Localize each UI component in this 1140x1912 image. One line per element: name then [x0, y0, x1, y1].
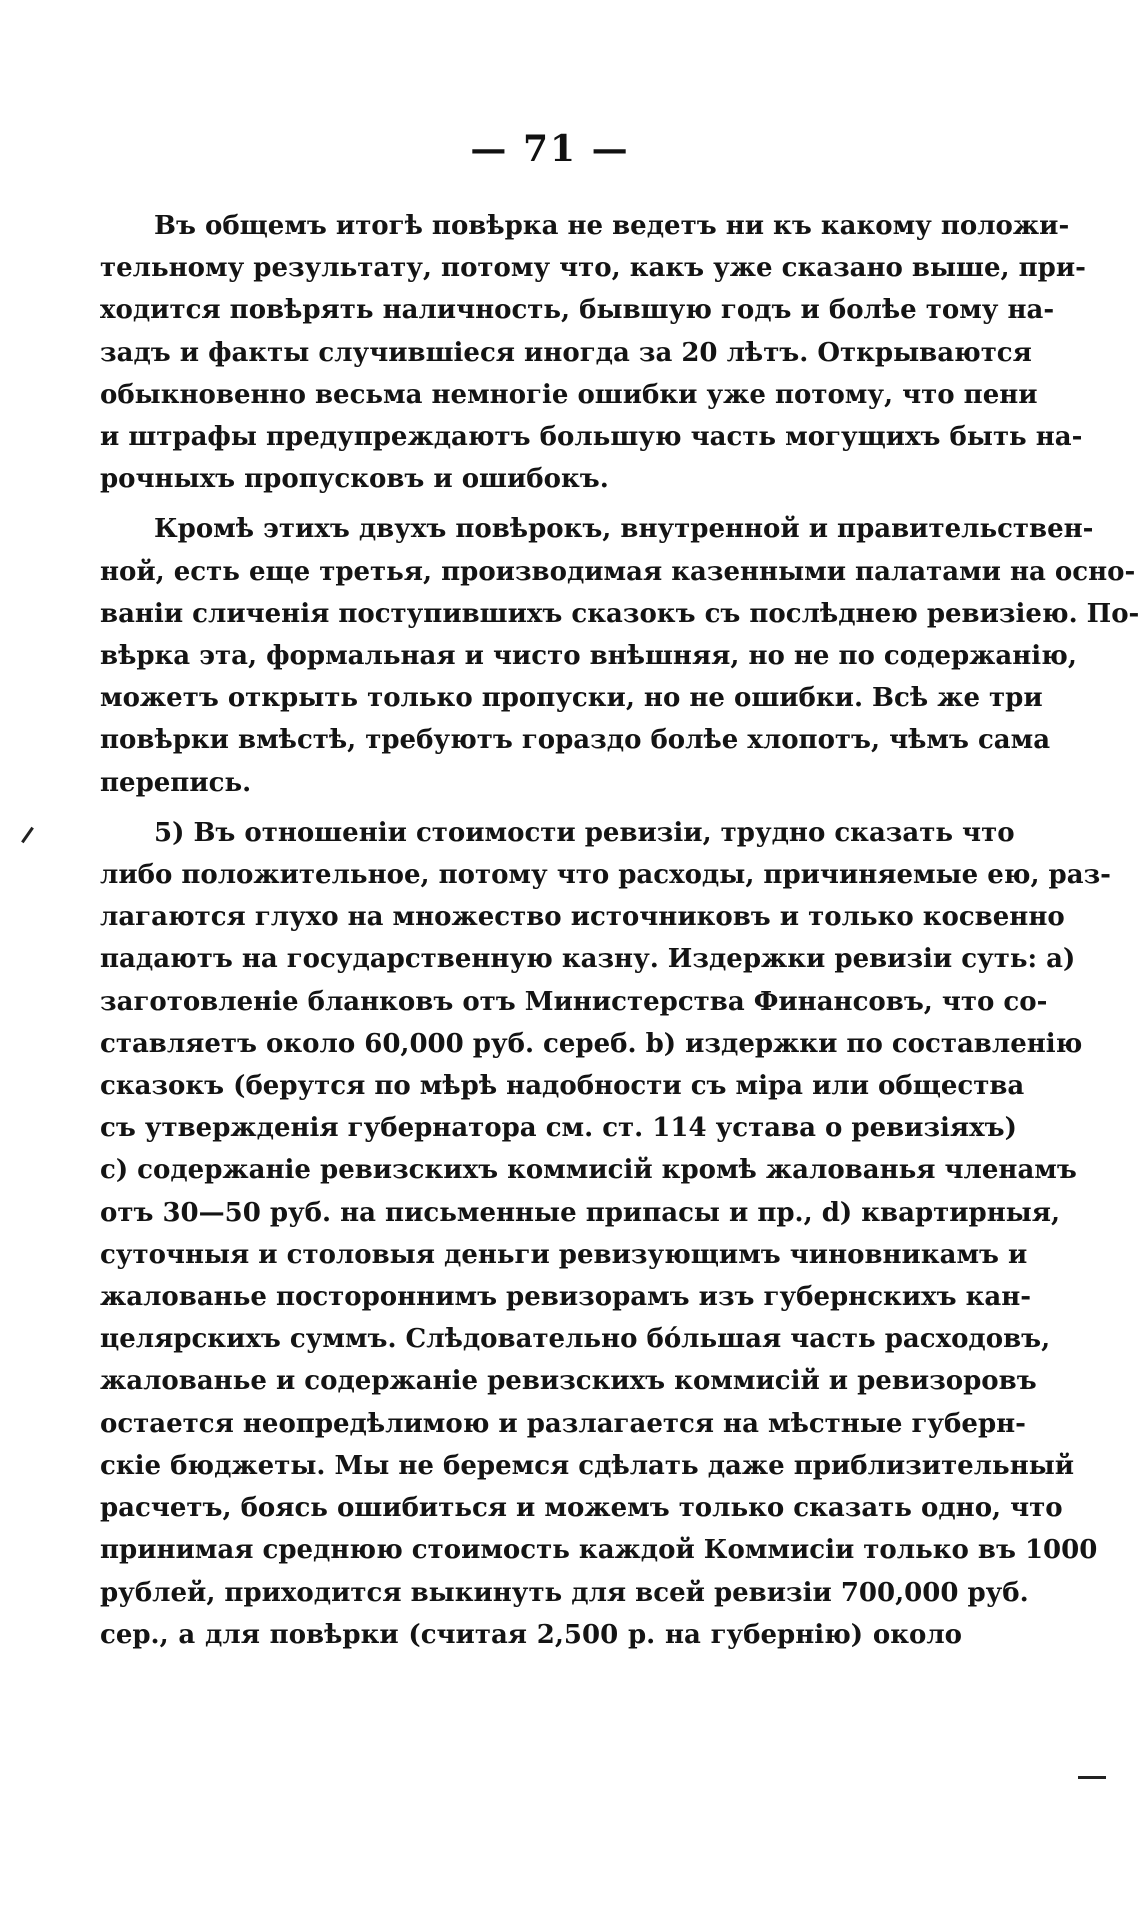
text-line: жалованье и содержаніе ревизскихъ коммисій и ревизоровъ	[100, 1366, 1037, 1397]
text-line: ходится повѣрять наличность, бывшую годъ и болѣе тому на-	[100, 295, 1055, 326]
text-line: рочныхъ пропусковъ и ошибокъ.	[100, 464, 609, 495]
text-line: Въ общемъ итогѣ повѣрка не ведетъ ни къ какому положи-	[154, 211, 1070, 241]
text-line: повѣрки вмѣстѣ, требуютъ гораздо болѣе хлопотъ, чѣмъ сама	[100, 725, 1051, 756]
text-line: задъ и факты случившіеся иногда за 20 лѣтъ. Открываются	[100, 337, 1032, 368]
paragraph	[100, 508, 1140, 803]
text-line: либо положительное, потому что расходы, причиняемые ею, раз-	[100, 860, 1111, 891]
text-line: жалованье постороннимъ ревизорамъ изъ губернскихъ кан-	[100, 1282, 1032, 1313]
text-line: принимая среднюю стоимость каждой Коммисіи только въ 1000	[100, 1535, 1098, 1566]
text-line: 5) Въ отношеніи стоимости ревизіи, трудно сказать что	[154, 817, 1015, 848]
text-line: лагаются глухо на множество источниковъ и только косвенно	[100, 902, 1065, 933]
text-line: c) содержаніе ревизскихъ коммисій кромѣ жалованья членамъ	[100, 1155, 1077, 1186]
text-line: и штрафы предупреждаютъ большую часть могущихъ быть на-	[100, 422, 1083, 453]
text-line: тельному результату, потому что, какъ уже сказано выше, при-	[100, 253, 1086, 284]
text-line: вѣрка эта, формальная и чисто внѣшняя, но не по содержанію,	[100, 641, 1077, 672]
text-line: рублей, приходится выкинуть для всей ревизіи 700,000 руб.	[100, 1577, 1029, 1608]
bottom-mark	[1078, 1776, 1106, 1779]
text-line: заготовленіе бланковъ отъ Министерства Финансовъ, что со-	[100, 986, 1048, 1017]
text-line: суточныя и столовыя деньги ревизующимъ чиновникамъ и	[100, 1239, 1028, 1270]
text-line: сказокъ (берутся по мѣрѣ надобности съ міра или общества	[100, 1071, 1025, 1102]
text-line: падаютъ на государственную казну. Издержки ревизіи суть: а)	[100, 944, 1076, 975]
text-line: обыкновенно весьма немногіе ошибки уже потому, что пени	[100, 379, 1038, 410]
text-line: расчетъ, боясь ошибиться и можемъ только сказать одно, что	[100, 1493, 1063, 1524]
margin-mark	[21, 827, 34, 843]
page-number: — 71 —	[470, 128, 630, 170]
paragraph	[100, 205, 1086, 500]
text-line: скіе бюджеты. Мы не беремся сдѣлать даже приблизительный	[100, 1450, 1075, 1481]
text-line: ставляетъ около 60,000 руб. сереб. b) издержки по составленію	[100, 1028, 1083, 1059]
text-line: целярскихъ суммъ. Слѣдовательно бóльшая часть расходовъ,	[100, 1324, 1051, 1355]
text-line: отъ 30—50 руб. на письменные припасы и пр., d) квартирныя,	[100, 1197, 1061, 1228]
text-line: перепись.	[100, 767, 252, 798]
text-line: ваніи сличенія поступившихъ сказокъ съ послѣднею ревизіею. По-	[100, 598, 1140, 629]
paragraph	[100, 812, 1111, 1656]
text-line: съ утвержденія губернатора см. ст. 114 устава о ревизіяхъ)	[100, 1113, 1017, 1144]
text-line: Кромѣ этихъ двухъ повѣрокъ, внутренной и правительствен-	[154, 514, 1094, 545]
body-text	[100, 205, 1140, 1664]
text-line: ной, есть еще третья, производимая казенными палатами на осно-	[100, 556, 1136, 587]
text-line: можетъ открыть только пропуски, но не ошибки. Всѣ же три	[100, 683, 1043, 714]
text-line: остается неопредѣлимою и разлагается на мѣстные губерн-	[100, 1408, 1026, 1439]
text-line: сер., а для повѣрки (считая 2,500 р. на губернію) около	[100, 1619, 962, 1650]
